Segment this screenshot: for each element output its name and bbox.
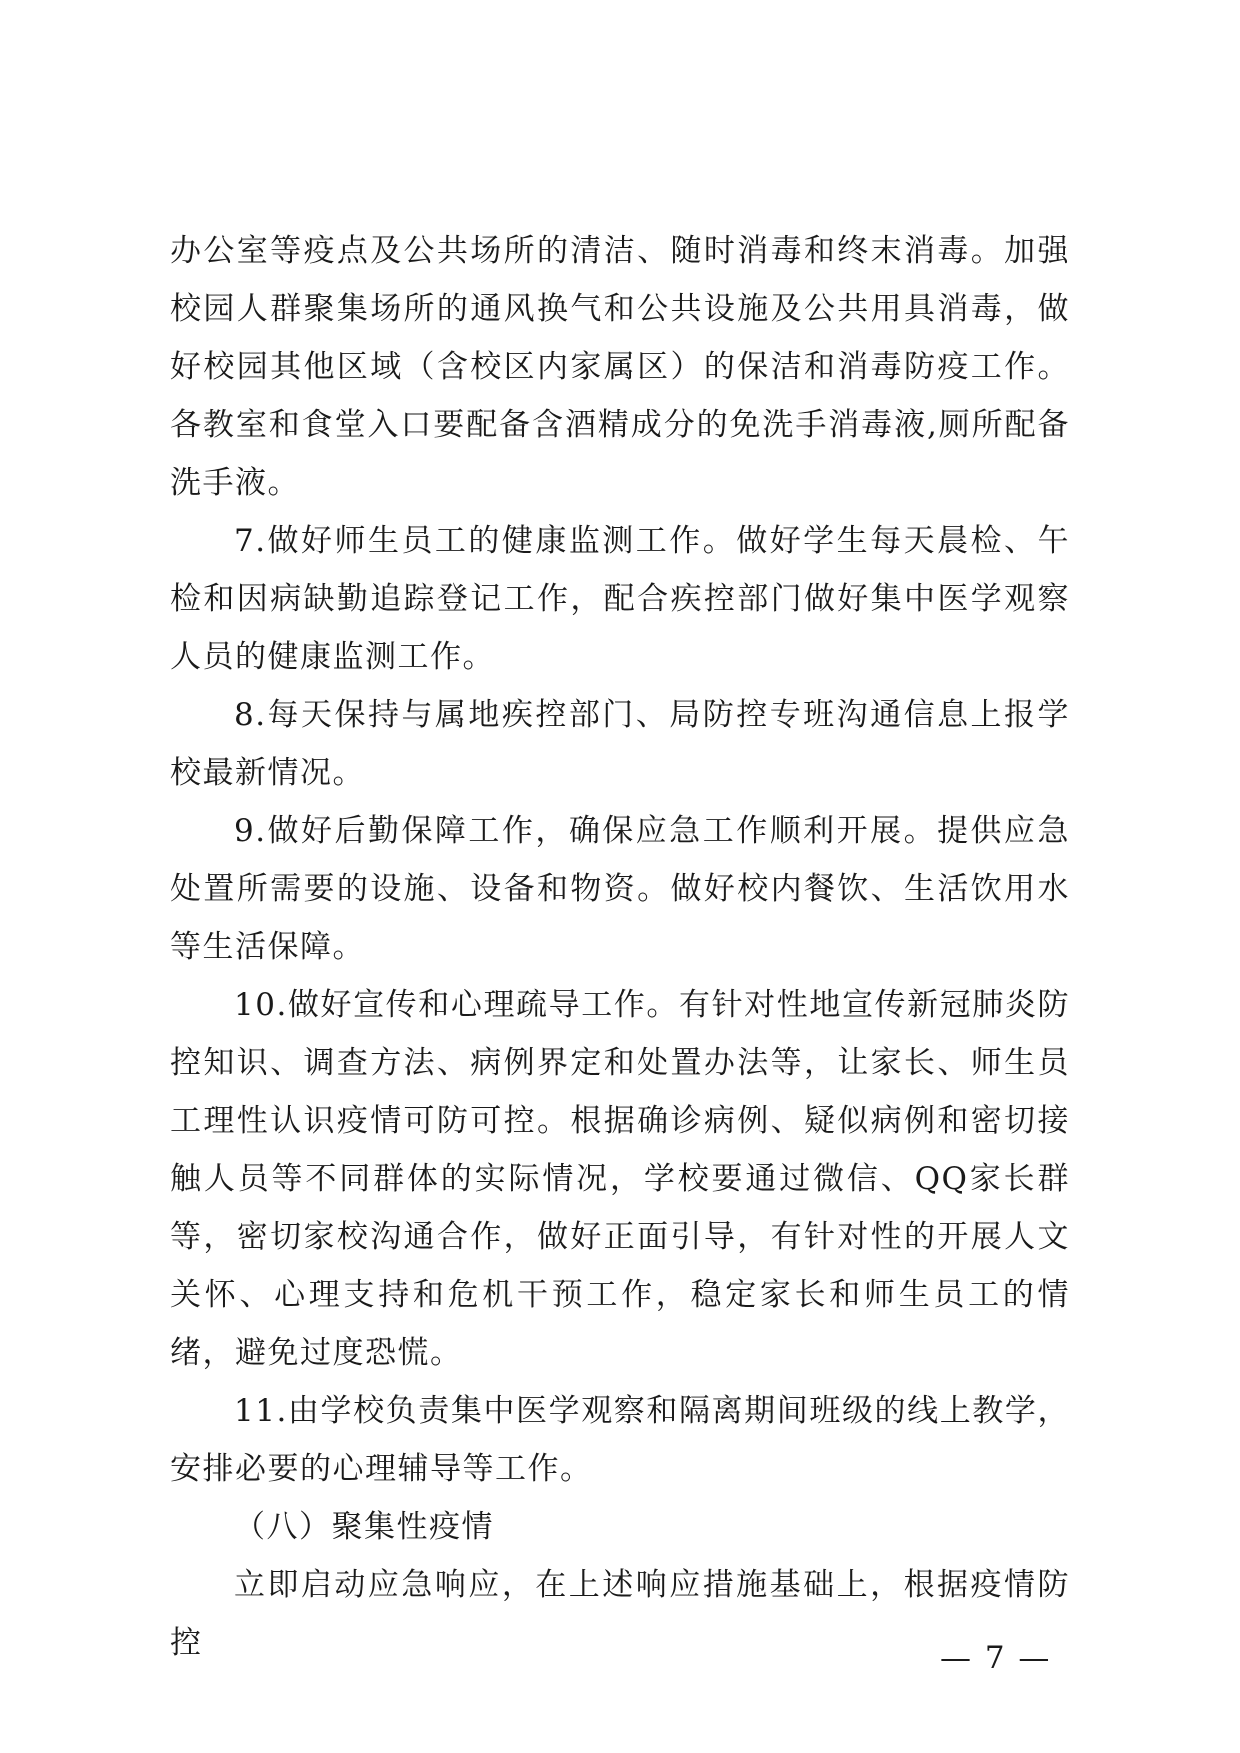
paragraph-section-8: 立即启动应急响应，在上述响应措施基础上，根据疫情防控	[170, 1567, 1070, 1661]
paragraph-item-8: 8.每天保持与属地疾控部门、局防控专班沟通信息上报学校最新情况。	[170, 697, 1070, 791]
page-number: — 7 —	[940, 1640, 1052, 1676]
paragraph-item-10: 10.做好宣传和心理疏导工作。有针对性地宣传新冠肺炎防控知识、调查方法、病例界定和处置办法等，让家长、师生员工理性认识疫情可防可控。根据确诊病例、疑似病例和密切接触人员等不同群体的实际情况，学校要通过微信、QQ家长群等，密切家校沟通合作，做好正面引导，有针对性的开展人文关怀、心理支持和危机干预工作，稳定家长和师生员工的情绪，避免过度恐慌。	[170, 987, 1070, 1371]
section-heading: （八）聚集性疫情	[234, 1509, 494, 1545]
paragraph-item-9: 9.做好后勤保障工作，确保应急工作顺利开展。提供应急处置所需要的设施、设备和物资。做好校内餐饮、生活饮用水等生活保障。	[170, 813, 1070, 965]
paragraph-item-7: 7.做好师生员工的健康监测工作。做好学生每天晨检、午检和因病缺勤追踪登记工作，配合疾控部门做好集中医学观察人员的健康监测工作。	[170, 523, 1070, 675]
paragraph-disinfection: 办公室等疫点及公共场所的清洁、随时消毒和终末消毒。加强校园人群聚集场所的通风换气和公共设施及公共用具消毒，做好校园其他区域（含校区内家属区）的保洁和消毒防疫工作。各教室和食堂入口要配备含酒精成分的免洗手消毒液,厕所配备洗手液。	[170, 233, 1070, 501]
document-body	[170, 222, 1070, 1672]
paragraph-item-11: 11.由学校负责集中医学观察和隔离期间班级的线上教学，安排必要的心理辅导等工作。	[170, 1393, 1070, 1487]
